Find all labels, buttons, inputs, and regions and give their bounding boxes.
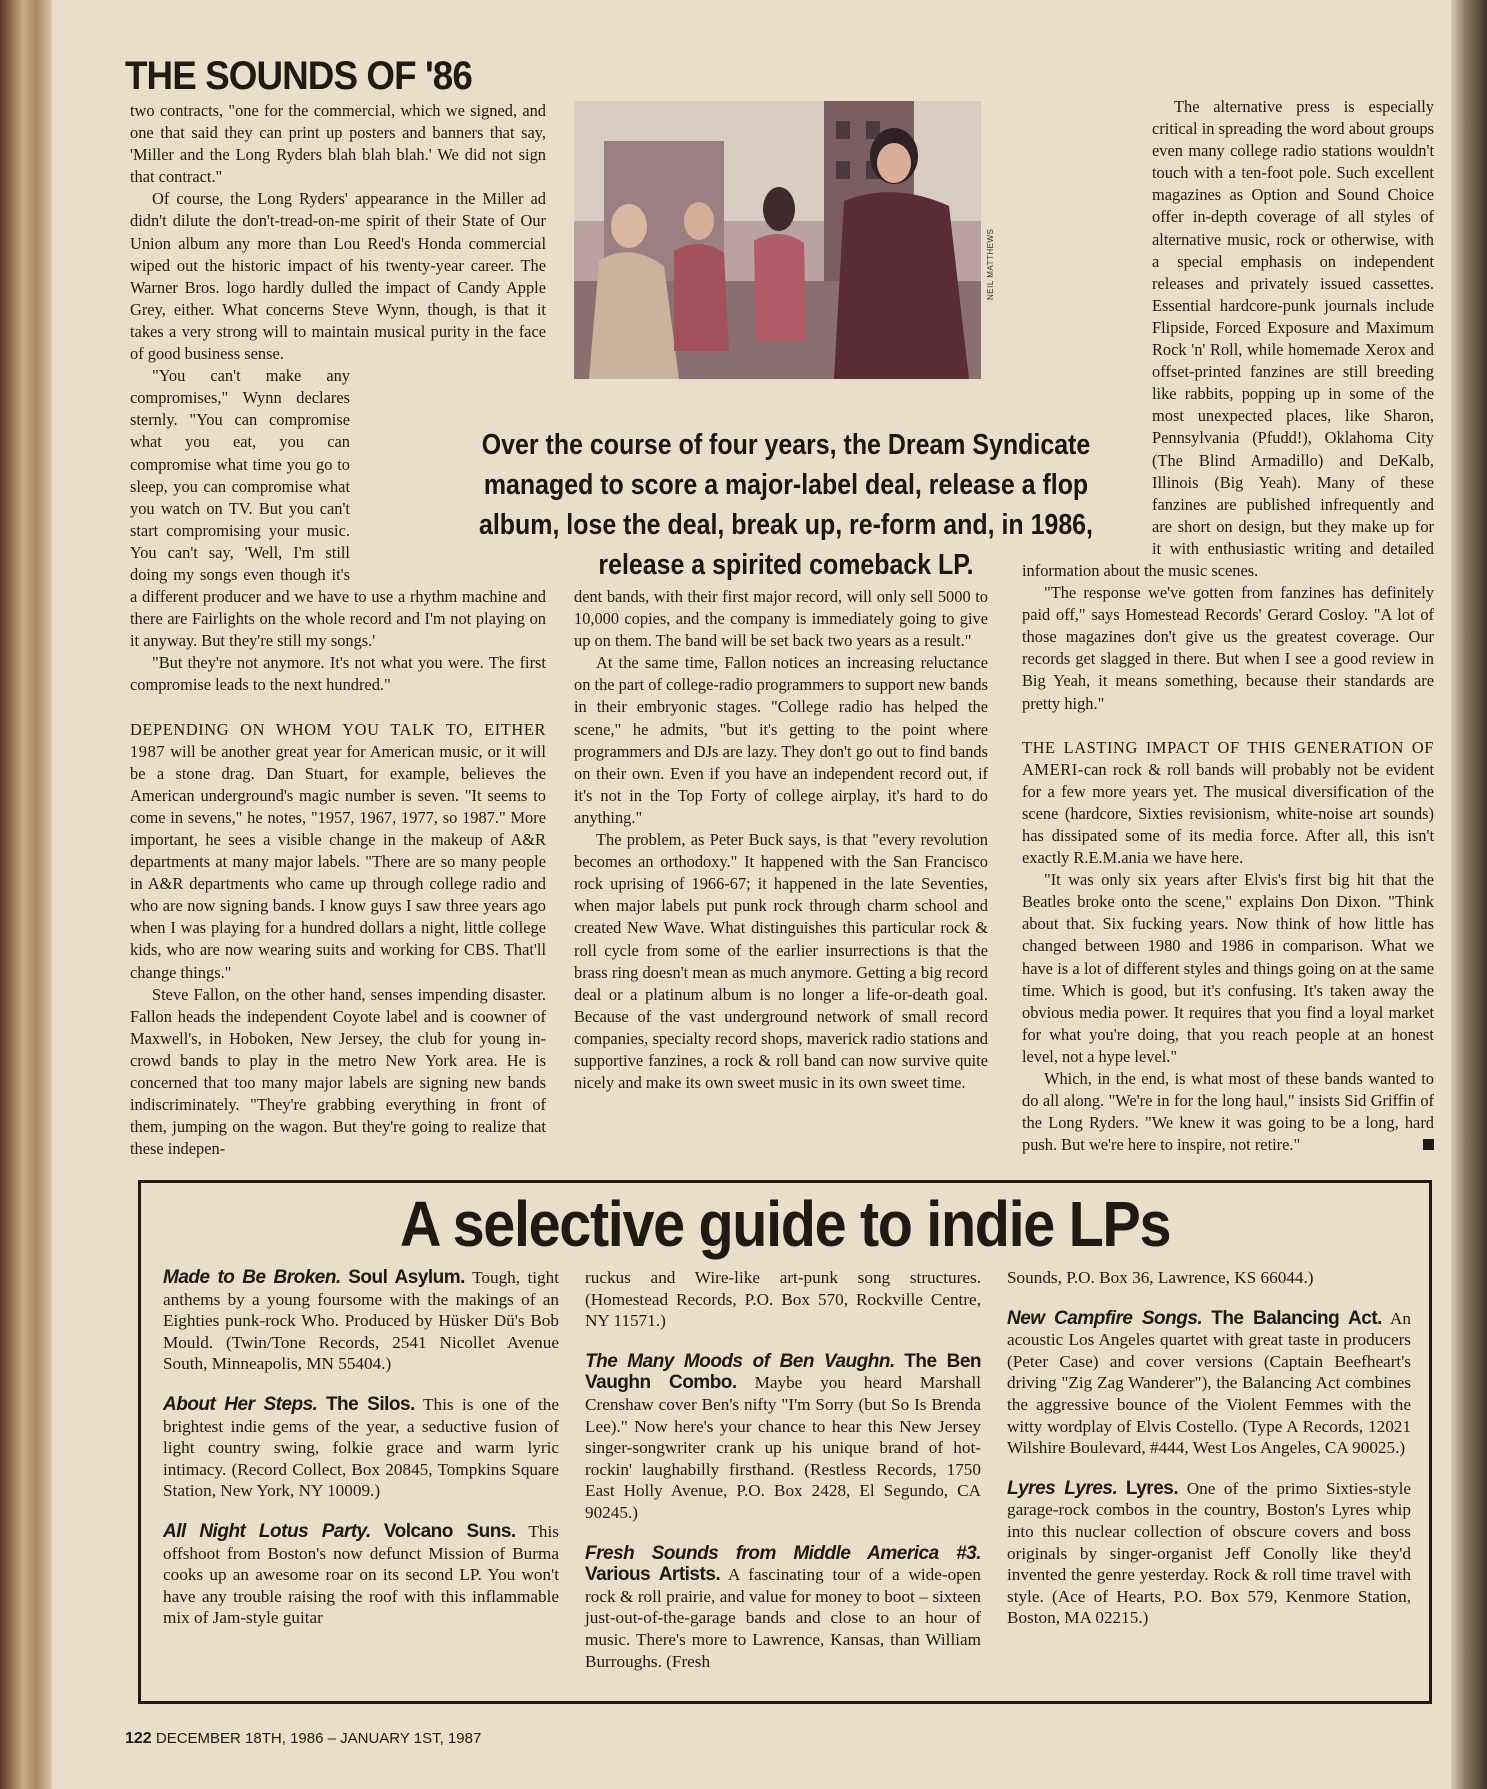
artist-name: The Balancing Act. xyxy=(1211,1307,1382,1329)
indie-lp-guide-box xyxy=(138,1180,1432,1704)
paragraph: "But they're not anymore. It's not what you were. The first compromise leads to the next hundred." xyxy=(130,653,546,695)
album-title: Fresh Sounds from Middle America #3. xyxy=(585,1542,981,1564)
paragraph: DEPENDING ON WHOM YOU TALK TO, EITHER 1987 will be another great year for American music, or it will be a stone drag. Dan Stuart, for example, believes the American underground's magic number is seven. "It seems to come in sevens," he notes, "1957, 1967, 1977, so 1987." More important, he sees a visible change in the makeup of A&R departments at many major labels. "There are so many people in A&R departments who came up through college radio and who are now signing bands. I know guys I saw three years ago when I was playing for a hundred dollars a night, little college kids, who are now wearing suits and working for CBS. That'll change things." xyxy=(130,719,546,982)
article-column-2 xyxy=(574,586,988,1094)
artist-name: Lyres. xyxy=(1125,1477,1179,1499)
paragraph: "It was only six years after Elvis's first big hit that the Beatles broke onto the scene," explains Don Dixon. "Think about that. Six fucking years. Now think of how little has changed between 1980 and 1986 in comparison. What we have is a lot of different styles and things going on at the same time. Which is good, but it's confusing. It's taken away the obvious media power. It requires that you find a loyal market for what you're doing, that you reach people at an honest level, not a hype level." xyxy=(1022,870,1434,1066)
band-photo-illustration xyxy=(574,101,981,379)
page-footer xyxy=(125,1730,481,1748)
guide-entry-continued: ruckus and Wire-like art-punk song structures. (Homestead Records, P.O. Box 570, Rockville Centre, NY 11571.) xyxy=(585,1268,981,1331)
paragraph: The problem, as Peter Buck says, is that "every revolution becomes an orthodoxy." It happened with the San Francisco rock uprising of 1966-67; it happened in the late Seventies, when major labels put punk rock through charm school and created New Wave. What distinguishes this particular rock & roll cycle from some of the earlier insurrections is that the brass ring doesn't mean as much anymore. Getting a big record deal or a platinum album is no longer a life-or-death goal. Because of the vast underground network of small record companies, specialty record shops, maverick radio stations and supportive fanzines, a rock & roll band can now survive quite nicely and make its own sweet music in its own sweet time. xyxy=(574,830,988,1093)
section-lead-in: DEPENDING ON WHOM YOU TALK TO, EITHER 1987 xyxy=(130,719,546,761)
album-title: All Night Lotus Party. xyxy=(163,1520,371,1542)
pullquote-spacer xyxy=(1022,368,1152,544)
artist-name: Soul Asylum. xyxy=(348,1267,465,1288)
article-column-1 xyxy=(130,100,546,1160)
guide-entry-continued: Sounds, P.O. Box 36, Lawrence, KS 66044.) xyxy=(1007,1268,1314,1287)
paragraph: Which, in the end, is what most of these bands wanted to do all along. "We're in for the long haul," insists Sid Griffin of the Long Ryders. "We knew it was going to be a long, hard push. But we're here to inspire, not retire." xyxy=(1022,1069,1434,1155)
paragraph: two contracts, "one for the commercial, which we signed, and one that said they can print up posters and banners that say, 'Miller and the Long Ryders blah blah blah.' We did not sign that contract." xyxy=(130,101,546,187)
album-title: The Many Moods of Ben Vaughn. xyxy=(585,1350,895,1372)
artist-name: The Silos. xyxy=(325,1393,415,1415)
artist-name: Volcano Suns. xyxy=(383,1520,516,1542)
guide-column-1 xyxy=(163,1267,559,1648)
photo-credit: NEIL MATTHEWS xyxy=(986,228,995,300)
issue-date: DECEMBER 18TH, 1986 – JANUARY 1ST, 1987 xyxy=(155,1730,482,1747)
page-edge xyxy=(1451,0,1487,1789)
end-mark-icon xyxy=(1423,1139,1434,1150)
magazine-spine xyxy=(0,0,52,1789)
artist-name: Various Artists. xyxy=(585,1564,721,1586)
guide-entry: Lyres Lyres. Lyres. One of the primo Sixties-style garage-rock combos in the country, Boston's Lyres whip into this nuclear collection of obscure covers and boss originals by singer-organist Jeff Conolly like they'd invented the genre yesterday. Rock & roll time travel with style. (Ace of Hearts, P.O. Box 579, Kenmore Station, Boston, MA 02215.) xyxy=(1007,1477,1411,1628)
album-title: Made to Be Broken. xyxy=(163,1267,341,1288)
album-title: Lyres Lyres. xyxy=(1007,1477,1118,1499)
paragraph: The alternative press is especially critical in spreading the word about groups even many college radio stations wouldn't touch with a ten-foot pole. Such excellent magazines as Option and Sound Choice offer in-depth coverage of all styles of alternative music, rock or otherwise, with a special emphasis on independent releases and privately issued cassettes. Essential hardcore-punk journals include Flipside, Forced Exposure and Maximum Rock 'n' Roll, while homemade Xerox and offset-printed fanzines are still breeding like rabbits, popping up in some of the most unexpected places, like Sharon, Pennsylvania (Pfudd!), Oklahoma City (The Blind Armadillo) and DeKalb, Illinois (Big Yeah). Many of these fanzines are published infrequently and are short on design, but they make up for it with enthusiastic writing and detailed information about the music scenes. xyxy=(1022,97,1434,580)
paragraph: Steve Fallon, on the other hand, senses impending disaster. Fallon heads the independent Coyote label and is coowner of Maxwell's, in Hoboken, New Jersey, the club for young in-crowd bands to play in the metro New York area. He is concerned that too many major labels are signing new bands indiscriminately. "They're grabbing everything in front of them, jumping on the wagon. But they're going to realize that these indepen- xyxy=(130,984,546,1159)
guide-column-3 xyxy=(1007,1267,1411,1648)
paragraph: Of course, the Long Ryders' appearance in the Miller ad didn't dilute the don't-tread-on-me spirit of their State of Our Union album any more than Lou Reed's Honda commercial wiped out the historic impact of his twenty-year career. The Warner Bros. logo hardly dulled the impact of Candy Apple Grey, either. What concerns Steve Wynn, though, is that it takes a very strong will to maintain musical purity in the face of good business sense. xyxy=(130,189,546,364)
guide-entry: About Her Steps. The Silos. This is one of the brightest indie gems of the year, a seductive fusion of light country swing, folkie grace and warm lyric intimacy. (Record Collect, Box 20845, Tompkins Square Station, New York, NY 10009.) xyxy=(163,1393,560,1501)
pull-quote: Over the course of four years, the Dream Syndicate managed to score a major-label deal, release a flop album, lose the deal, break up, re-form and, in 1986, release a spirited comeback LP. xyxy=(479,429,1093,581)
band-photo xyxy=(574,101,981,379)
guide-entry: Fresh Sounds from Middle America #3. Various Artists. A fascinating tour of a wide-open rock & roll prairie, and value for money to boot – sixteen just-out-of-the-garage bands and close to an hour of music. There's more to Lawrence, Kansas, than William Burroughs. (Fresh xyxy=(585,1542,981,1671)
article-title: THE SOUNDS OF '86 xyxy=(125,54,472,98)
paragraph: dent bands, with their first major record, will only sell 5000 to 10,000 copies, and the company is immediately going to give up on them. The band will be set back two years as a result." xyxy=(574,587,988,651)
article-column-3 xyxy=(1022,96,1434,1156)
album-title: About Her Steps. xyxy=(163,1393,318,1415)
paragraph: THE LASTING IMPACT OF THIS GENERATION OF AMERI-can rock & roll bands will probably not be evident for a few more years yet. The musical diversification of the scene (hardcore, Sixties revisionism, white-noise art sounds) has dissipated some of its media force. After all, this isn't exactly R.E.M.ania we have here. xyxy=(1022,737,1434,868)
guide-entry: All Night Lotus Party. Volcano Suns. This offshoot from Boston's now defunct Mission of Burma cooks up an awesome roar on its second LP. You won't have any trouble raising the roof with this inflammable mix of Jam-style guitar xyxy=(163,1520,559,1628)
album-title: New Campfire Songs. xyxy=(1007,1307,1203,1329)
artist-name: The Ben Vaughn Combo. xyxy=(585,1350,981,1394)
paragraph: "The response we've gotten from fanzines has definitely paid off," says Homestead Records' Gerard Cosloy. "A lot of those magazines don't give us the greatest coverage. Our records get slagged in there. But when I see a good review in Big Yeah, it means something, because their standards are pretty high." xyxy=(1022,583,1434,713)
paragraph: "You can't make any compromises," Wynn declares sternly. "You can compromise what you eat, you can compromise what time you go to sleep, you can compromise what you watch on TV. But you can't start compromising your music. You can't say, 'Well, I'm still doing my songs even though it's a different producer and we have to use a rhythm machine and there are Fairlights on the whole record and I'm not playing on it anyway. But they're still my songs.' xyxy=(130,366,546,651)
guide-column-2 xyxy=(585,1267,981,1691)
section-lead-in: THE LASTING IMPACT OF THIS GENERATION OF AMERI- xyxy=(1022,737,1434,779)
paragraph: At the same time, Fallon notices an increasing reluctance on the part of college-radio programmers to support new bands in their embryonic stages. "College radio has helped the scene," he admits, "but it's getting to the point where programmers and DJs are lazy. They don't go out to find bands on their own. Even if you have an independent record out, if it's not in the Top Forty of college airplay, it's hard to do anything." xyxy=(574,653,988,827)
guide-entry: Made to Be Broken. Soul Asylum. Tough, tight anthems by a young foursome with the makings of an Eighties punk-rock Who. Produced by Hüsker Dü's Bob Mould. (Twin/Tone Records, 2541 Nicollet Avenue South, Minneapolis, MN 55404.) xyxy=(163,1267,559,1374)
guide-entry: New Campfire Songs. The Balancing Act. An acoustic Los Angeles quartet with great taste in producers (Peter Case) and cover versions (Captain Beefheart's driving "Zig Zag Wanderer"), the Balancing Act combines the aggressive bounce of the Violent Femmes with the witty wordplay of Elvis Costello. (Type A Records, 12021 Wilshire Boulevard, #444, West Los Angeles, CA 90025.) xyxy=(1007,1307,1411,1458)
guide-entry: The Many Moods of Ben Vaughn. The Ben Vaughn Combo. Maybe you heard Marshall Crenshaw cover Ben's nifty "I'm Sorry (but So Is Brenda Lee)." Now here's your chance to hear this New Jersey singer-songwriter crank up his unique brand of hot-rockin' laughabilly firsthand. (Restless Records, 1750 East Holly Avenue, P.O. Box 2428, El Segundo, CA 90245.) xyxy=(585,1350,982,1522)
guide-title: A selective guide to indie LPs xyxy=(399,1188,1171,1260)
page-number: 122 xyxy=(125,1730,152,1747)
